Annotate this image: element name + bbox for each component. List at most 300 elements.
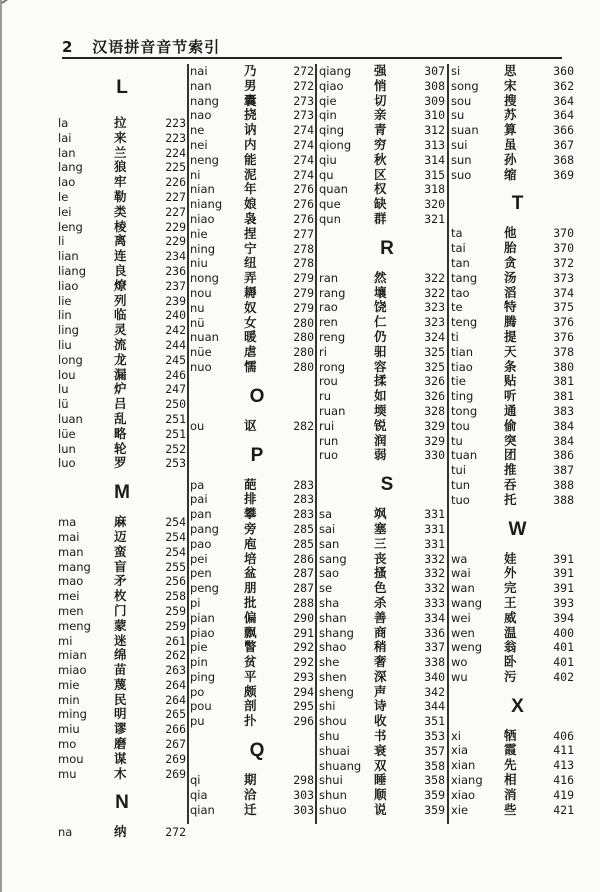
section-letter-heading: Q (249, 740, 265, 762)
pinyin-syllable: pei (190, 551, 208, 566)
index-entry (451, 788, 574, 803)
page-reference: 331 (424, 536, 445, 551)
pinyin-syllable: lü (58, 397, 69, 412)
page-reference: 272 (293, 64, 314, 78)
index-entry (58, 116, 186, 131)
index-entry (451, 138, 574, 153)
index-entry (319, 419, 445, 434)
page-reference: 285 (293, 536, 314, 551)
index-entry (319, 153, 445, 168)
pinyin-syllable: sun (451, 152, 472, 167)
pinyin-syllable: shuai (319, 743, 350, 758)
index-entry (451, 670, 574, 685)
page-reference: 321 (424, 211, 445, 226)
index-entry (319, 670, 445, 685)
pinyin-syllable: na (58, 825, 73, 840)
pinyin-syllable: xi (451, 728, 462, 743)
pinyin-syllable: wai (451, 566, 471, 581)
pinyin-syllable: niang (190, 197, 223, 212)
pinyin-syllable: rang (319, 285, 346, 300)
pinyin-syllable: mou (58, 751, 84, 766)
index-entry (58, 190, 186, 205)
example-character: 谋 (114, 750, 127, 766)
example-character: 纽 (244, 255, 257, 271)
index-entry (190, 640, 314, 655)
example-character: 润 (374, 432, 387, 448)
page-reference: 279 (293, 300, 314, 315)
pinyin-syllable: qin (319, 108, 337, 123)
index-entry (319, 64, 445, 79)
pinyin-syllable: lei (58, 204, 72, 219)
index-entry (319, 138, 445, 153)
pinyin-syllable: wa (451, 551, 468, 566)
pinyin-syllable: lou (58, 367, 76, 382)
page-reference: 376 (553, 329, 574, 344)
index-entry (58, 825, 186, 840)
pinyin-syllable: nong (190, 271, 219, 286)
index-entry (58, 323, 186, 338)
page-reference: 336 (424, 625, 445, 640)
pinyin-syllable: nu (190, 300, 205, 315)
page-reference: 286 (293, 551, 314, 566)
index-entry (58, 427, 186, 442)
index-entry (190, 492, 314, 507)
example-character: 瞥 (244, 639, 257, 655)
index-entry (190, 123, 314, 138)
example-character: 搜 (504, 92, 517, 108)
example-character: 贴 (504, 373, 517, 389)
pinyin-syllable: leng (58, 219, 83, 234)
page-reference: 402 (553, 669, 574, 684)
page-reference: 324 (424, 329, 445, 344)
example-character: 相 (504, 772, 517, 788)
pinyin-syllable: ne (190, 123, 205, 138)
pinyin-syllable: lai (58, 130, 72, 145)
example-character: 秋 (374, 151, 387, 167)
index-entry (451, 123, 574, 138)
pinyin-syllable: song (451, 78, 479, 93)
index-entry (319, 123, 445, 138)
pinyin-syllable: pi (190, 595, 201, 610)
pinyin-syllable: nai (190, 64, 208, 78)
example-character: 盲 (114, 558, 127, 574)
pinyin-syllable: qia (190, 787, 208, 802)
index-entry (451, 153, 574, 168)
pinyin-syllable: luan (58, 411, 83, 426)
page-reference: 239 (165, 293, 186, 308)
pinyin-syllable: qiang (319, 64, 352, 78)
pinyin-syllable: qu (319, 167, 334, 182)
example-character: 锐 (374, 417, 387, 433)
page-reference: 326 (424, 374, 445, 389)
example-character: 团 (504, 447, 517, 463)
index-entry (451, 360, 574, 375)
index-entry (319, 212, 445, 227)
page-reference: 401 (553, 640, 574, 655)
example-character: 些 (504, 801, 517, 817)
page-reference: 308 (424, 78, 445, 93)
page-reference: 272 (165, 825, 186, 840)
page-reference: 274 (293, 137, 314, 152)
example-character: 来 (114, 129, 127, 145)
pinyin-syllable: ling (58, 323, 79, 338)
pinyin-syllable: ni (190, 167, 201, 182)
pinyin-syllable: wen (451, 625, 475, 640)
page-reference: 303 (293, 787, 314, 802)
example-character: 男 (244, 77, 257, 93)
pinyin-syllable: rao (319, 300, 338, 315)
page-reference: 388 (553, 492, 574, 507)
index-entry (451, 552, 574, 567)
pinyin-syllable: shuo (319, 803, 347, 818)
pinyin-syllable: nuo (190, 359, 212, 374)
example-character: 声 (374, 683, 387, 699)
pinyin-syllable: tong (451, 403, 478, 418)
index-entry (58, 634, 186, 649)
page-reference: 416 (553, 773, 574, 788)
pinyin-syllable: shang (319, 625, 354, 640)
page-reference: 413 (553, 758, 574, 773)
index-entry (190, 788, 314, 803)
page-reference: 323 (424, 315, 445, 330)
page-reference: 372 (553, 255, 574, 270)
example-character: 讷 (244, 122, 257, 138)
page-reference: 374 (553, 285, 574, 300)
pinyin-syllable: se (319, 581, 333, 596)
example-character: 流 (114, 336, 127, 352)
pinyin-syllable: wei (451, 610, 471, 625)
page-reference: 229 (165, 219, 186, 234)
section-letter-heading: L (116, 77, 128, 98)
example-character: 迈 (114, 528, 127, 544)
page-reference: 322 (424, 270, 445, 285)
index-entry (58, 604, 186, 619)
example-character: 娃 (504, 550, 517, 566)
example-character: 拉 (114, 115, 127, 130)
index-entry (451, 64, 574, 79)
example-character: 饶 (374, 299, 387, 315)
page-reference: 332 (424, 551, 445, 566)
example-character: 罗 (114, 455, 127, 471)
page-reference: 263 (165, 663, 186, 678)
page-reference: 283 (293, 507, 314, 522)
index-entry (190, 286, 314, 301)
column-divider-1 (187, 64, 189, 824)
example-character: 良 (114, 262, 127, 278)
example-character: 偷 (504, 417, 517, 433)
pinyin-syllable: nou (190, 285, 212, 300)
page-reference: 224 (165, 145, 186, 160)
section-letter-heading: T (511, 193, 524, 215)
index-entry (451, 448, 574, 463)
page-reference: 250 (165, 397, 186, 412)
example-character: 牺 (504, 727, 517, 743)
header-rule (62, 57, 562, 59)
pinyin-syllable: wu (451, 669, 468, 684)
page-reference: 307 (424, 64, 445, 78)
index-entry (319, 315, 445, 330)
index-entry (319, 286, 445, 301)
pinyin-syllable: tan (451, 255, 470, 270)
example-character: 思 (504, 63, 517, 78)
pinyin-syllable: liao (58, 278, 79, 293)
index-entry (58, 368, 186, 383)
page-reference: 358 (424, 773, 445, 788)
pinyin-syllable: pian (190, 610, 215, 625)
pinyin-syllable: mo (58, 737, 77, 752)
index-entry (451, 94, 574, 109)
page-reference: 264 (165, 677, 186, 692)
index-entry (190, 301, 314, 316)
pinyin-syllable: run (319, 433, 339, 448)
index-entry (190, 596, 314, 611)
pinyin-syllable: weng (451, 640, 483, 655)
page-reference: 358 (424, 758, 445, 773)
index-entry (451, 596, 574, 611)
example-character: 蒙 (114, 617, 127, 633)
pinyin-syllable: man (58, 544, 84, 559)
example-character: 亲 (374, 107, 387, 123)
column-divider-3 (447, 64, 449, 824)
pinyin-syllable: mian (58, 648, 87, 663)
example-character: 棱 (114, 218, 127, 234)
index-entry (58, 338, 186, 353)
index-entry (58, 160, 186, 175)
page-reference: 223 (165, 130, 186, 145)
pinyin-syllable: lüe (58, 426, 76, 441)
page-reference: 315 (424, 167, 445, 182)
page-reference: 296 (293, 714, 314, 729)
example-character: 通 (504, 402, 517, 418)
example-character: 他 (504, 225, 517, 241)
index-entry (319, 448, 445, 463)
pinyin-syllable: miu (58, 722, 80, 737)
pinyin-syllable: tuan (451, 448, 478, 463)
pinyin-syllable: te (451, 300, 463, 315)
page-reference: 340 (424, 669, 445, 684)
pinyin-syllable: pan (190, 507, 212, 522)
index-entry (451, 803, 574, 818)
corner-mark (1, 0, 17, 4)
pinyin-syllable: ping (190, 669, 216, 684)
example-character: 年 (244, 181, 257, 197)
page-reference: 360 (553, 64, 574, 78)
example-character: 搔 (374, 565, 387, 581)
pinyin-syllable: rong (319, 359, 346, 374)
example-character: 颇 (244, 683, 257, 699)
pinyin-syllable: liu (58, 337, 72, 352)
page-reference: 265 (165, 707, 186, 722)
pinyin-syllable: ran (319, 270, 339, 285)
page-reference: 280 (293, 330, 314, 345)
page-reference: 283 (293, 477, 314, 492)
index-entry (319, 79, 445, 94)
index-entry (58, 545, 186, 560)
example-character: 炉 (114, 381, 127, 397)
example-character: 先 (504, 757, 517, 773)
index-entry (58, 205, 186, 220)
page-reference: 274 (293, 167, 314, 182)
page-reference: 391 (553, 551, 574, 566)
pinyin-syllable: su (451, 108, 465, 123)
pinyin-syllable: liang (58, 263, 87, 278)
example-character: 条 (504, 358, 517, 374)
example-character: 丧 (374, 550, 387, 566)
example-character: 蔑 (114, 676, 127, 692)
example-character: 牢 (114, 174, 127, 190)
page-reference: 274 (293, 123, 314, 138)
page-reference: 322 (424, 285, 445, 300)
pinyin-syllable: xiao (451, 787, 476, 802)
pinyin-syllable: min (58, 692, 80, 707)
index-entry (451, 108, 574, 123)
index-entry (319, 330, 445, 345)
index-entry (190, 611, 314, 626)
index-entry (451, 79, 574, 94)
page-reference: 227 (165, 189, 186, 204)
example-character: 飘 (244, 624, 257, 640)
page-reference: 325 (424, 359, 445, 374)
page-reference: 251 (165, 426, 186, 441)
index-column-2 (190, 64, 314, 830)
index-entry (58, 663, 186, 678)
pinyin-syllable: shi (319, 699, 336, 714)
page-reference: 312 (424, 123, 445, 138)
index-entry (190, 197, 314, 212)
example-character: 纳 (114, 824, 127, 840)
example-character: 顺 (374, 787, 387, 803)
pinyin-syllable: mei (58, 589, 80, 604)
section-letter-heading: X (511, 695, 524, 717)
example-character: 期 (244, 772, 257, 788)
pinyin-syllable: tui (451, 463, 466, 478)
page-reference: 279 (293, 271, 314, 286)
example-character: 盆 (244, 565, 257, 581)
pinyin-syllable: sheng (319, 684, 354, 699)
page-reference: 237 (165, 278, 186, 293)
page-reference: 381 (553, 389, 574, 404)
pinyin-syllable: xie (451, 802, 469, 817)
pinyin-syllable: suan (451, 123, 479, 138)
example-character: 能 (244, 151, 257, 167)
index-entry (451, 330, 574, 345)
pinyin-syllable: nian (190, 182, 215, 197)
index-entry (319, 714, 445, 729)
pinyin-syllable: pa (190, 477, 205, 492)
index-entry (319, 611, 445, 626)
index-entry (319, 197, 445, 212)
index-entry (319, 345, 445, 360)
index-entry (190, 419, 314, 434)
example-character: 门 (114, 602, 127, 618)
pinyin-syllable: shuang (319, 758, 362, 773)
pinyin-syllable: xiang (451, 773, 483, 788)
example-character: 懦 (244, 358, 257, 374)
pinyin-syllable: san (319, 536, 340, 551)
index-entry (58, 752, 186, 767)
pinyin-syllable: sui (451, 137, 468, 152)
page-reference: 342 (424, 684, 445, 699)
page-reference: 251 (165, 411, 186, 426)
example-character: 离 (114, 233, 127, 249)
index-entry (451, 226, 574, 241)
index-entry (190, 271, 314, 286)
page-reference: 254 (165, 515, 186, 530)
example-character: 朋 (244, 580, 257, 596)
index-entry (190, 242, 314, 257)
example-character: 权 (374, 181, 387, 197)
page-reference: 370 (553, 241, 574, 256)
page-reference: 331 (424, 507, 445, 522)
index-entry (319, 300, 445, 315)
page-reference: 252 (165, 441, 186, 456)
section-letter-heading: S (380, 474, 394, 496)
example-character: 内 (244, 136, 257, 152)
index-entry (58, 589, 186, 604)
example-character: 驲 (374, 343, 387, 359)
page-reference: 287 (293, 581, 314, 596)
page-reference: 364 (553, 93, 574, 108)
example-character: 泥 (244, 166, 257, 182)
page-reference: 236 (165, 263, 186, 278)
page-reference: 298 (293, 773, 314, 788)
index-entry (451, 300, 574, 315)
page-reference: 380 (553, 359, 574, 374)
pinyin-syllable: men (58, 603, 84, 618)
page-reference: 280 (293, 345, 314, 360)
index-entry (319, 94, 445, 109)
index-entry (319, 507, 445, 522)
page-reference: 326 (424, 389, 445, 404)
pinyin-syllable: nüe (190, 345, 212, 360)
example-character: 偏 (244, 609, 257, 625)
index-entry (451, 256, 574, 271)
example-character: 完 (504, 580, 517, 596)
index-entry (58, 308, 186, 323)
page-reference: 283 (293, 492, 314, 507)
pinyin-syllable: le (58, 189, 69, 204)
example-character: 推 (504, 462, 517, 478)
column-divider-2 (315, 64, 317, 824)
page-reference: 223 (165, 116, 186, 130)
index-entry (58, 619, 186, 634)
page-reference: 334 (424, 610, 445, 625)
page-reference: 303 (293, 802, 314, 817)
example-character: 庖 (244, 535, 257, 551)
pinyin-syllable: ou (190, 418, 205, 433)
page-reference: 276 (293, 211, 314, 226)
page-reference: 262 (165, 648, 186, 663)
page-reference: 323 (424, 300, 445, 315)
example-character: 稍 (374, 639, 387, 655)
page-reference: 276 (293, 197, 314, 212)
page-reference: 391 (553, 581, 574, 596)
pinyin-syllable: mi (58, 633, 73, 648)
example-character: 勒 (114, 188, 127, 204)
index-entry (190, 360, 314, 375)
example-character: 类 (114, 203, 127, 219)
page-reference: 227 (165, 204, 186, 219)
page-reference: 273 (293, 108, 314, 123)
index-entry (58, 530, 186, 545)
index-entry (58, 353, 186, 368)
pinyin-syllable: pen (190, 566, 212, 581)
example-character: 深 (374, 668, 387, 684)
pinyin-syllable: ruan (319, 403, 346, 418)
page-reference: 280 (293, 315, 314, 330)
example-character: 奢 (374, 654, 387, 670)
index-entry (451, 434, 574, 449)
